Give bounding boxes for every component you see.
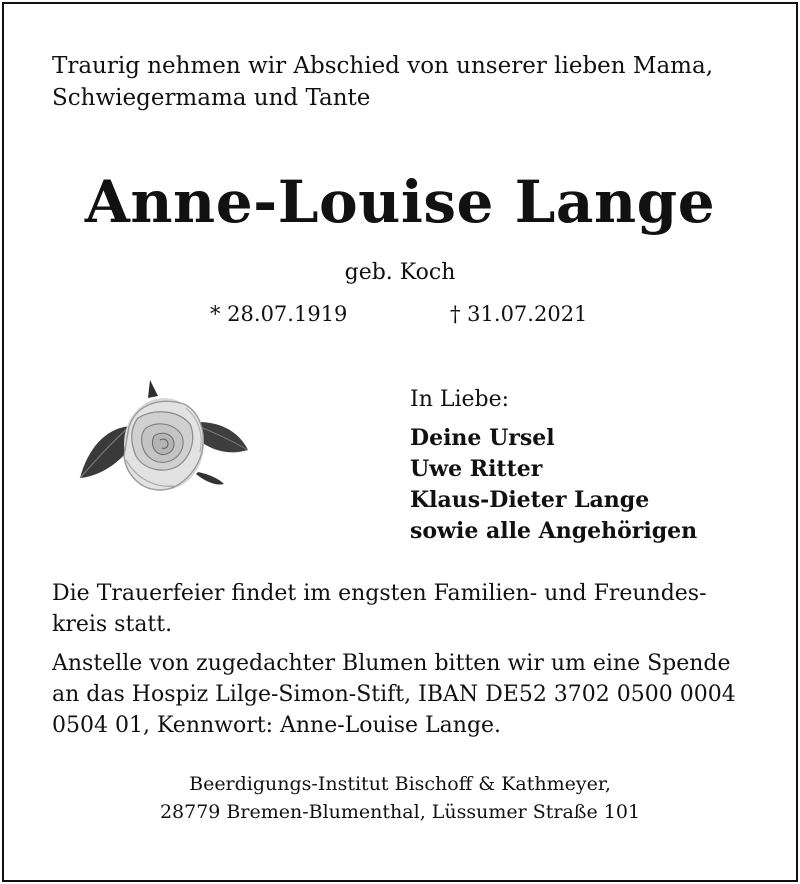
intro-line: Traurig nehmen wir Abschied von unserer lieben Mama, [52, 53, 714, 79]
donation-line: an das Hospiz Lilge-Simon-Stift, IBAN DE52 3702 0500 0004 [52, 682, 736, 707]
intro-line: Schwiegermama und Tante [52, 85, 371, 111]
birth-name: geb. Koch [344, 260, 456, 285]
footer-line: Beerdigungs-Institut Bischoff & Kathmeyer, [189, 773, 611, 795]
intro-text [52, 50, 752, 114]
death-date: † 31.07.2021 [450, 302, 588, 326]
rose-icon [78, 378, 250, 506]
ceremony-line: kreis statt. [52, 612, 173, 637]
funeral-home-footer [0, 770, 800, 826]
donation-line: Anstelle von zugedachter Blumen bitten wir um eine Spende [52, 651, 731, 676]
ceremony-line: Die Trauerfeier findet im engsten Familien- und Freundes- [52, 581, 707, 606]
ceremony-notice [52, 578, 752, 640]
donation-notice [52, 648, 752, 741]
mourner-name: Uwe Ritter [410, 456, 543, 482]
deceased-name: Anne-Louise Lange [84, 168, 716, 236]
birth-date: * 28.07.1919 [210, 302, 348, 326]
mourners-intro: In Liebe: [410, 387, 510, 412]
mourner-name: Klaus-Dieter Lange [410, 487, 650, 513]
mourner-name: Deine Ursel [410, 425, 555, 451]
footer-line: 28779 Bremen-Blumenthal, Lüssumer Straße 101 [159, 801, 641, 823]
donation-line: 0504 01, Kennwort: Anne-Louise Lange. [52, 713, 502, 738]
mourner-name: sowie alle Angehörigen [410, 518, 698, 544]
mourners-block [410, 385, 697, 547]
